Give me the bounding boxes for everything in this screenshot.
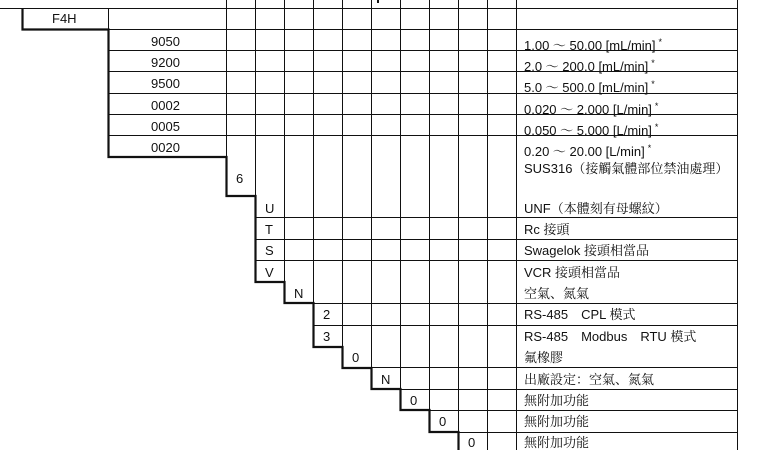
range-note: * bbox=[658, 37, 663, 47]
factory-code: N bbox=[381, 372, 391, 387]
option-code: 0 bbox=[468, 435, 476, 450]
range-desc-row bbox=[524, 55, 734, 75]
range-code: 9200 bbox=[151, 55, 180, 70]
range-note: * bbox=[651, 58, 655, 68]
fitting-code: V bbox=[265, 265, 274, 280]
option-desc: 無附加功能 bbox=[524, 393, 590, 408]
comm-desc: RS-485 CPL 模式 bbox=[524, 307, 636, 322]
comm-desc: RS-485 Modbus RTU 模式 bbox=[524, 329, 697, 344]
range-desc: 0.20 ～ 20.00 [L/min] bbox=[524, 144, 645, 159]
range-code: 9050 bbox=[151, 34, 180, 49]
range-desc: 1.00 ～ 50.00 [mL/min] bbox=[524, 38, 656, 53]
fitting-desc: UNF（本體刻有母螺紋） bbox=[524, 201, 668, 216]
option-desc: 無附加功能 bbox=[524, 435, 590, 450]
seal-code: 0 bbox=[352, 350, 360, 365]
option-code: 0 bbox=[439, 414, 447, 429]
comm-code: 3 bbox=[323, 329, 331, 344]
seal-desc: 氟橡膠 bbox=[524, 350, 564, 365]
comm-code: 2 bbox=[323, 307, 331, 322]
fitting-desc: Rc 接頭 bbox=[524, 222, 570, 237]
range-desc-row bbox=[524, 98, 734, 118]
range-desc: 0.050 ～ 5.000 [L/min] bbox=[524, 123, 652, 138]
range-desc: 0.020 ～ 2.000 [L/min] bbox=[524, 102, 652, 117]
material-desc: SUS316（接觸氣體部位禁油處理） bbox=[524, 161, 729, 176]
range-code: 9500 bbox=[151, 76, 180, 91]
range-desc: 2.0 ～ 200.0 [mL/min] bbox=[524, 59, 649, 74]
range-desc: 5.0 ～ 500.0 [mL/min] bbox=[524, 80, 649, 95]
range-desc-row bbox=[524, 34, 734, 54]
model-prefix: F4H bbox=[52, 11, 77, 26]
gas-code: N bbox=[294, 286, 304, 301]
fitting-code: S bbox=[265, 243, 274, 258]
fitting-code: U bbox=[265, 201, 275, 216]
range-note: * bbox=[654, 101, 659, 111]
range-note: * bbox=[654, 122, 659, 132]
range-note: * bbox=[647, 143, 652, 153]
range-code: 0002 bbox=[151, 98, 180, 113]
range-desc-row bbox=[524, 119, 734, 139]
factory-desc: 出廠設定：空氣、氮氣 bbox=[524, 372, 655, 387]
fitting-code: T bbox=[265, 222, 273, 237]
option-desc: 無附加功能 bbox=[524, 414, 590, 429]
range-code: 0020 bbox=[151, 140, 180, 155]
range-desc-row bbox=[524, 140, 734, 160]
top-tick-mark bbox=[377, 0, 379, 3]
option-code: 0 bbox=[410, 393, 418, 408]
fitting-desc: VCR 接頭相當品 bbox=[524, 265, 621, 280]
material-code: 6 bbox=[236, 171, 244, 186]
range-note: * bbox=[651, 79, 655, 89]
range-desc-row bbox=[524, 76, 734, 96]
fitting-desc: Swagelok 接頭相當品 bbox=[524, 243, 649, 258]
range-code: 0005 bbox=[151, 119, 180, 134]
gas-desc: 空氣、氮氣 bbox=[524, 286, 590, 301]
